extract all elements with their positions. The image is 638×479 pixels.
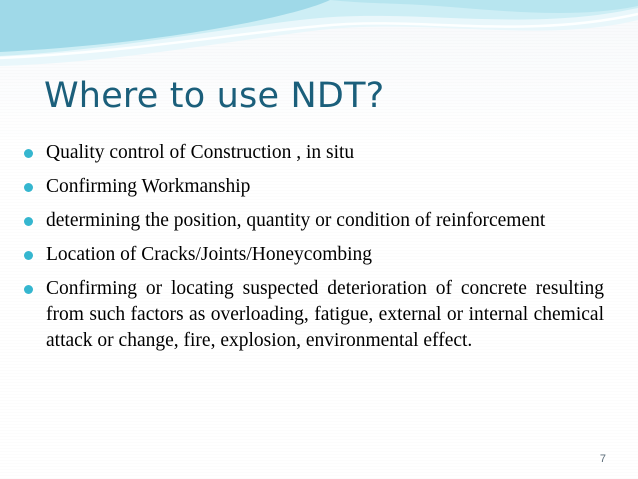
- bullet-item: [24, 174, 604, 200]
- bullet-text: Confirming Workmanship: [46, 176, 251, 197]
- bullet-icon: [24, 285, 33, 294]
- bullet-item: [24, 208, 604, 234]
- page-number: 7: [599, 453, 606, 465]
- bullet-text: Confirming or locating suspected deterioration of concrete resulting from such factors as overloading, fatigue, external or internal chemical attack or change, fire, explosion, environmental effect.: [46, 278, 604, 351]
- bullet-item: [24, 242, 604, 268]
- bullet-text: Quality control of Construction , in situ: [46, 142, 355, 163]
- bullet-icon: [24, 217, 33, 226]
- header-wave-decoration: [0, 0, 638, 80]
- bullet-text: Location of Cracks/Joints/Honeycombing: [46, 244, 373, 265]
- bullet-item: [24, 140, 604, 166]
- bullet-icon: [24, 183, 33, 192]
- slide-title: Where to use NDT?: [44, 76, 385, 116]
- bullet-icon: [24, 149, 33, 158]
- bullet-icon: [24, 251, 33, 260]
- bullet-list: [24, 140, 604, 362]
- bullet-text: determining the position, quantity or condition of reinforcement: [46, 210, 546, 231]
- bullet-item: [24, 276, 604, 354]
